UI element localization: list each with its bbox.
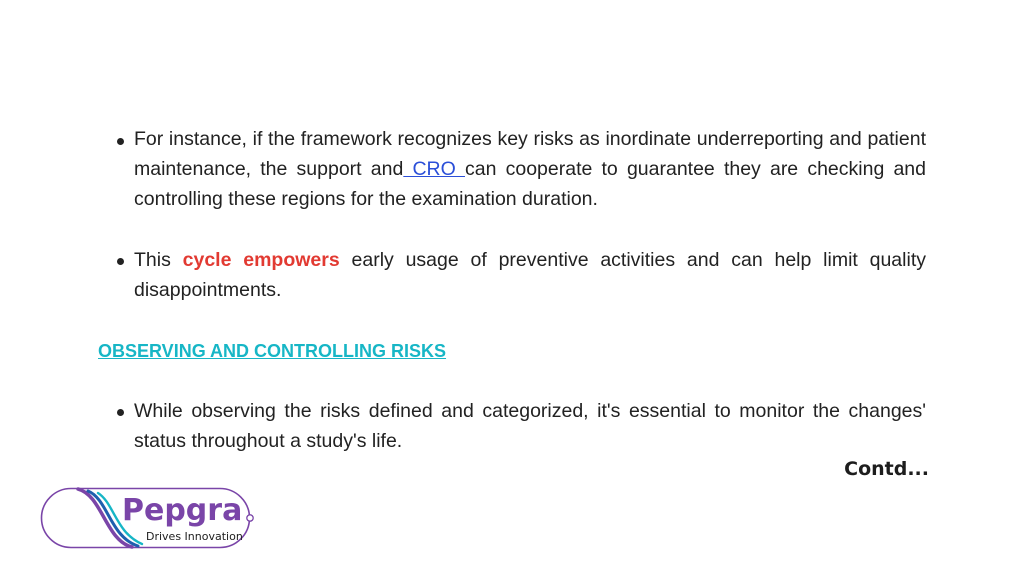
paragraph-2-text-a: This bbox=[134, 249, 183, 271]
highlight-text: cycle empowers bbox=[182, 249, 340, 271]
paragraph-1-text-a: For instance, if the framework recognizes key risks as inordinate underreporting and patient maintenance, the support and bbox=[134, 128, 926, 180]
pepgra-logo bbox=[40, 487, 260, 551]
cro-link[interactable]: CRO bbox=[403, 158, 465, 180]
paragraph-2 bbox=[134, 245, 926, 305]
logo-name: Pepgra bbox=[122, 493, 243, 528]
bullet-1 bbox=[117, 138, 124, 145]
paragraph-1-text-b: can cooperate to guarantee they are checking and controlling these regions for the examination duration. bbox=[134, 158, 927, 210]
paragraph-2-text-b: early usage of preventive activities and can help limit quality disappointments. bbox=[134, 249, 926, 301]
section-heading[interactable]: OBSERVING AND CONTROLLING RISKS bbox=[98, 341, 447, 361]
paragraph-1 bbox=[134, 124, 926, 214]
paragraph-3 bbox=[134, 396, 926, 456]
logo-tagline: Drives Innovation bbox=[146, 530, 243, 543]
bullet-3 bbox=[117, 409, 124, 416]
bullet-2 bbox=[117, 258, 124, 265]
continued-label: Contd... bbox=[844, 458, 929, 480]
paragraph-3-text: While observing the risks defined and categorized, it's essential to monitor the changes' status throughout a study's life. bbox=[134, 400, 926, 452]
